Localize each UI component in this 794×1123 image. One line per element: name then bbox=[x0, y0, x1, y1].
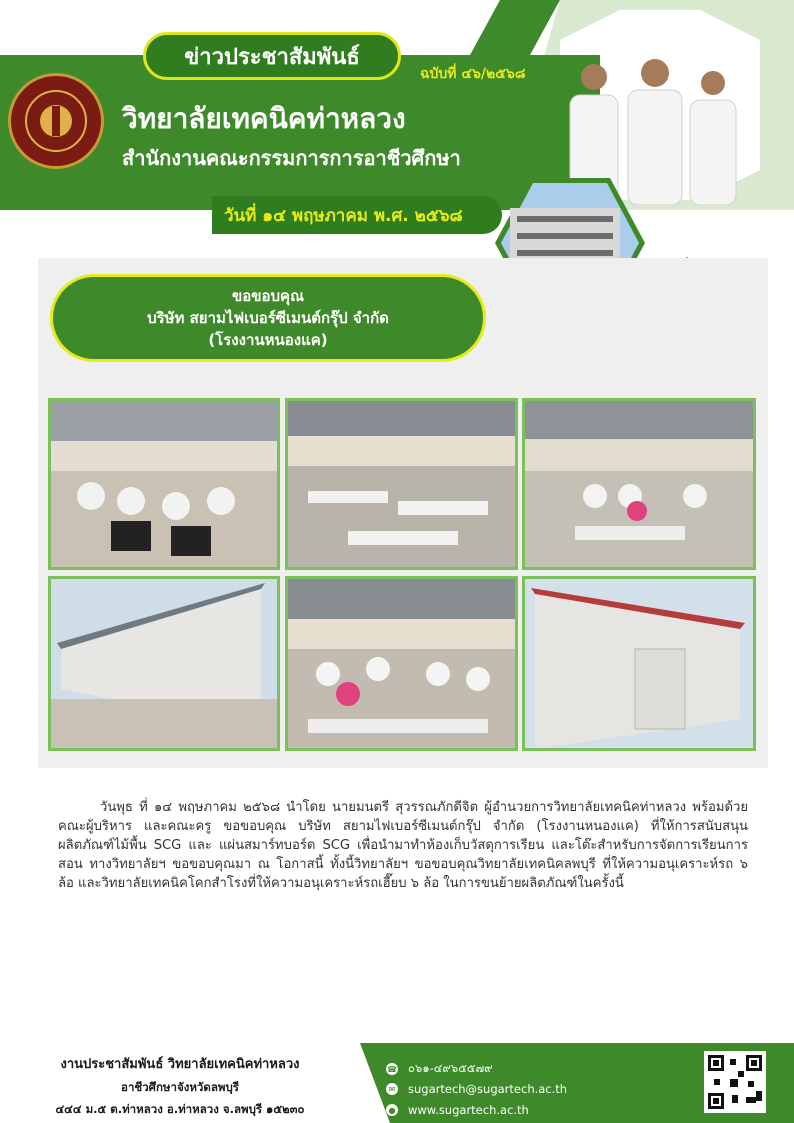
footer-province: อาชีวศึกษาจังหวัดลพบุรี bbox=[121, 1080, 239, 1094]
footer-email[interactable] bbox=[386, 1082, 567, 1096]
photo-storage-left bbox=[48, 576, 280, 751]
photo-students-3 bbox=[522, 398, 756, 570]
globe-icon: ● bbox=[386, 1104, 398, 1116]
college-name: วิทยาลัยเทคนิคท่าหลวง bbox=[122, 102, 406, 135]
college-logo bbox=[8, 73, 104, 169]
phone-icon: ☎ bbox=[387, 1064, 397, 1074]
office-name: สำนักงานคณะกรรมการการอาชีวศึกษา bbox=[122, 146, 461, 170]
photo-storage-right bbox=[522, 576, 756, 751]
thanks-line-3: (โรงงานหนองแค) bbox=[208, 331, 328, 349]
footer-address: ๔๔๔ ม.๕ ต.ท่าหลวง อ.ท่าหลวง จ.ลพบุรี ๑๕๒๓๐ bbox=[55, 1102, 305, 1116]
footer-phone-text: ๐๖๑-๔๙๖๕๕๗๙ bbox=[408, 1061, 493, 1075]
photo-students-5 bbox=[285, 576, 518, 751]
thanks-line-1: ขอขอบคุณ bbox=[232, 287, 304, 305]
thanks-banner bbox=[50, 274, 486, 362]
news-paragraph: วันพุธ ที่ ๑๔ พฤษภาคม ๒๕๖๘ นำโดย นายมนตรี สุวรรณภักดีจิต ผู้อำนวยการวิทยาลัยเทคนิคท่าหลวง พร้อมด้วยคณะผู้บริหาร และคณะครู ขอขอบคุณ บริษัท สยามไฟเบอร์ซีเมนต์กรุ๊ป จำกัด (โรงงานหนองแค) ที่ให้การสนับสนุนผลิตภัณฑ์ไม้พื้น SCG และ แผ่นสมาร์ทบอร์ด SCG เพื่อนำมาทำห้องเก็บวัสดุการเรียน และโต๊ะสำหรับการจัดการเรียนการสอน ทางวิทยาลัยฯ ขอขอบคุณมา ณ โอกาสนี้ ทั้งนี้วิทยาลัยฯ ขอขอบคุณวิทยาลัยเทคนิคลพบุรี ที่ให้ความอนุเคราะห์รถ ๖ ล้อ และวิทยาลัยเทคนิคโคกสำโรงที่ให้ความอนุเคราะห์รถเฮี๊ยบ ๖ ล้อ ในการขนย้ายผลิตภัณฑ์ในครั้งนี้ bbox=[58, 800, 748, 891]
thanks-line-2: บริษัท สยามไฟเบอร์ซีเมนต์กรุ๊ป จำกัด bbox=[147, 309, 389, 327]
footer-website-text: www.sugartech.ac.th bbox=[408, 1103, 529, 1117]
footer-website[interactable] bbox=[386, 1103, 529, 1117]
footer-phone bbox=[386, 1060, 493, 1078]
email-icon: ✉ bbox=[386, 1083, 398, 1095]
qr-code[interactable] bbox=[704, 1051, 766, 1113]
footer-email-text: sugartech@sugartech.ac.th bbox=[408, 1082, 568, 1096]
photo-empty-hall bbox=[285, 398, 518, 570]
footer-department: งานประชาสัมพันธ์ วิทยาลัยเทคนิคท่าหลวง bbox=[60, 1057, 300, 1072]
issue-number: ฉบับที่ ๔๖/๒๕๖๘ bbox=[420, 66, 526, 82]
photo-students-1 bbox=[48, 398, 280, 570]
news-body bbox=[58, 798, 748, 893]
date-banner: วันที่ ๑๔ พฤษภาคม พ.ศ. ๒๕๖๘ bbox=[212, 196, 502, 234]
news-label: ข่าวประชาสัมพันธ์ bbox=[143, 32, 401, 80]
